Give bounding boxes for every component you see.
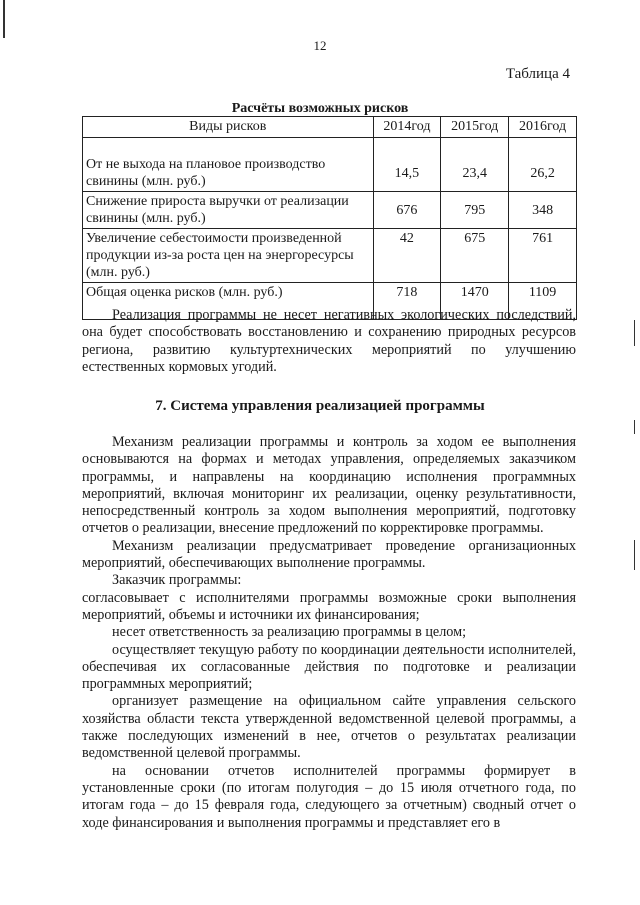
paragraph: на основании отчетов исполнителей программы формирует в установленные сроки (по итогам полугодия – до 15 июля отчетного года, по итогам года – до 15 февраля года, следующего за отчетным) сводный отчет о ходе финансирования и выполнения программы и представляет его в	[82, 762, 576, 831]
risk-label: От не выхода на плановое производство свинины (млн. руб.)	[83, 138, 374, 192]
risk-label: Увеличение себестоимости произведенной продукции из-за роста цен на энергоресурсы (млн. руб.)	[83, 229, 374, 283]
paragraph: Механизм реализации программы и контроль за ходом ее выполнения основываются на формах и методах управления, определяемых заказчиком программы, и направлены на координацию исполнения программных мероприятий, включая мониторинг их реализации, оценку результативности, непосредственный контроль за ходом выполнения мероприятий, подготовку отчетов о реализации, внесение предложений по корректировке программы.	[82, 434, 576, 537]
paragraph: Реализация программы не несет негативных экологических последствий, она будет способствовать восстановлению и сохранению природных ресурсов региона, развитию культуртехнических мероприятий по улучшению естественных кормовых угодий.	[82, 307, 576, 375]
section-body	[82, 434, 576, 832]
paragraph: Механизм реализации предусматривает проведение организационных мероприятий, обеспечивающих выполнение программы.	[82, 537, 576, 572]
value-2016: 761	[509, 229, 577, 283]
risk-label: Снижение прироста выручки от реализации свинины (млн. руб.)	[83, 192, 374, 229]
value-2014: 42	[373, 229, 441, 283]
value-2014: 14,5	[373, 138, 441, 192]
column-header: Виды рисков	[83, 117, 374, 138]
right-edge-mark	[634, 540, 635, 570]
value-2016: 26,2	[509, 138, 577, 192]
page-number: 12	[313, 38, 327, 53]
risks-table	[82, 116, 577, 320]
table-caption: Таблица 4	[505, 66, 570, 82]
value-2014: 718	[373, 283, 441, 320]
column-header: 2016год	[509, 117, 577, 138]
table-row	[83, 229, 577, 283]
value-2016: 348	[509, 192, 577, 229]
paragraph: Заказчик программы:	[112, 572, 242, 589]
value-2015: 1470	[441, 283, 509, 320]
risk-label: Общая оценка рисков (млн. руб.)	[83, 283, 374, 320]
paragraph: организует размещение на официальном сайте управления сельского хозяйства области текста утвержденной ведомственной целевой программы, а также последующих изменений в нее, отчетов о результатах реализации ведомственной целевой программы.	[82, 693, 576, 762]
after-table-text	[82, 307, 576, 376]
column-header: 2014год	[373, 117, 441, 138]
left-edge-mark	[3, 0, 5, 38]
value-2015: 675	[441, 229, 509, 283]
paragraph: осуществляет текущую работу по координации деятельности исполнителей, обеспечивая их согласованные действия по подготовке и реализации программных мероприятий;	[82, 641, 576, 693]
paragraph: несет ответственность за реализацию программы в целом;	[112, 624, 467, 641]
table-row	[83, 192, 577, 229]
right-edge-mark	[634, 320, 635, 346]
value-2015: 795	[441, 192, 509, 229]
value-2016: 1109	[509, 283, 577, 320]
section-heading: 7. Система управления реализацией программы	[155, 398, 485, 414]
table-title: Расчёты возможных рисков	[231, 101, 409, 116]
right-edge-mark	[634, 420, 635, 434]
paragraph: согласовывает с исполнителями программы возможные сроки выполнения мероприятий, объемы и источники их финансирования;	[82, 589, 576, 623]
value-2014: 676	[373, 192, 441, 229]
table-row	[83, 138, 577, 192]
table-header-row	[83, 117, 577, 138]
column-header: 2015год	[441, 117, 509, 138]
value-2015: 23,4	[441, 138, 509, 192]
